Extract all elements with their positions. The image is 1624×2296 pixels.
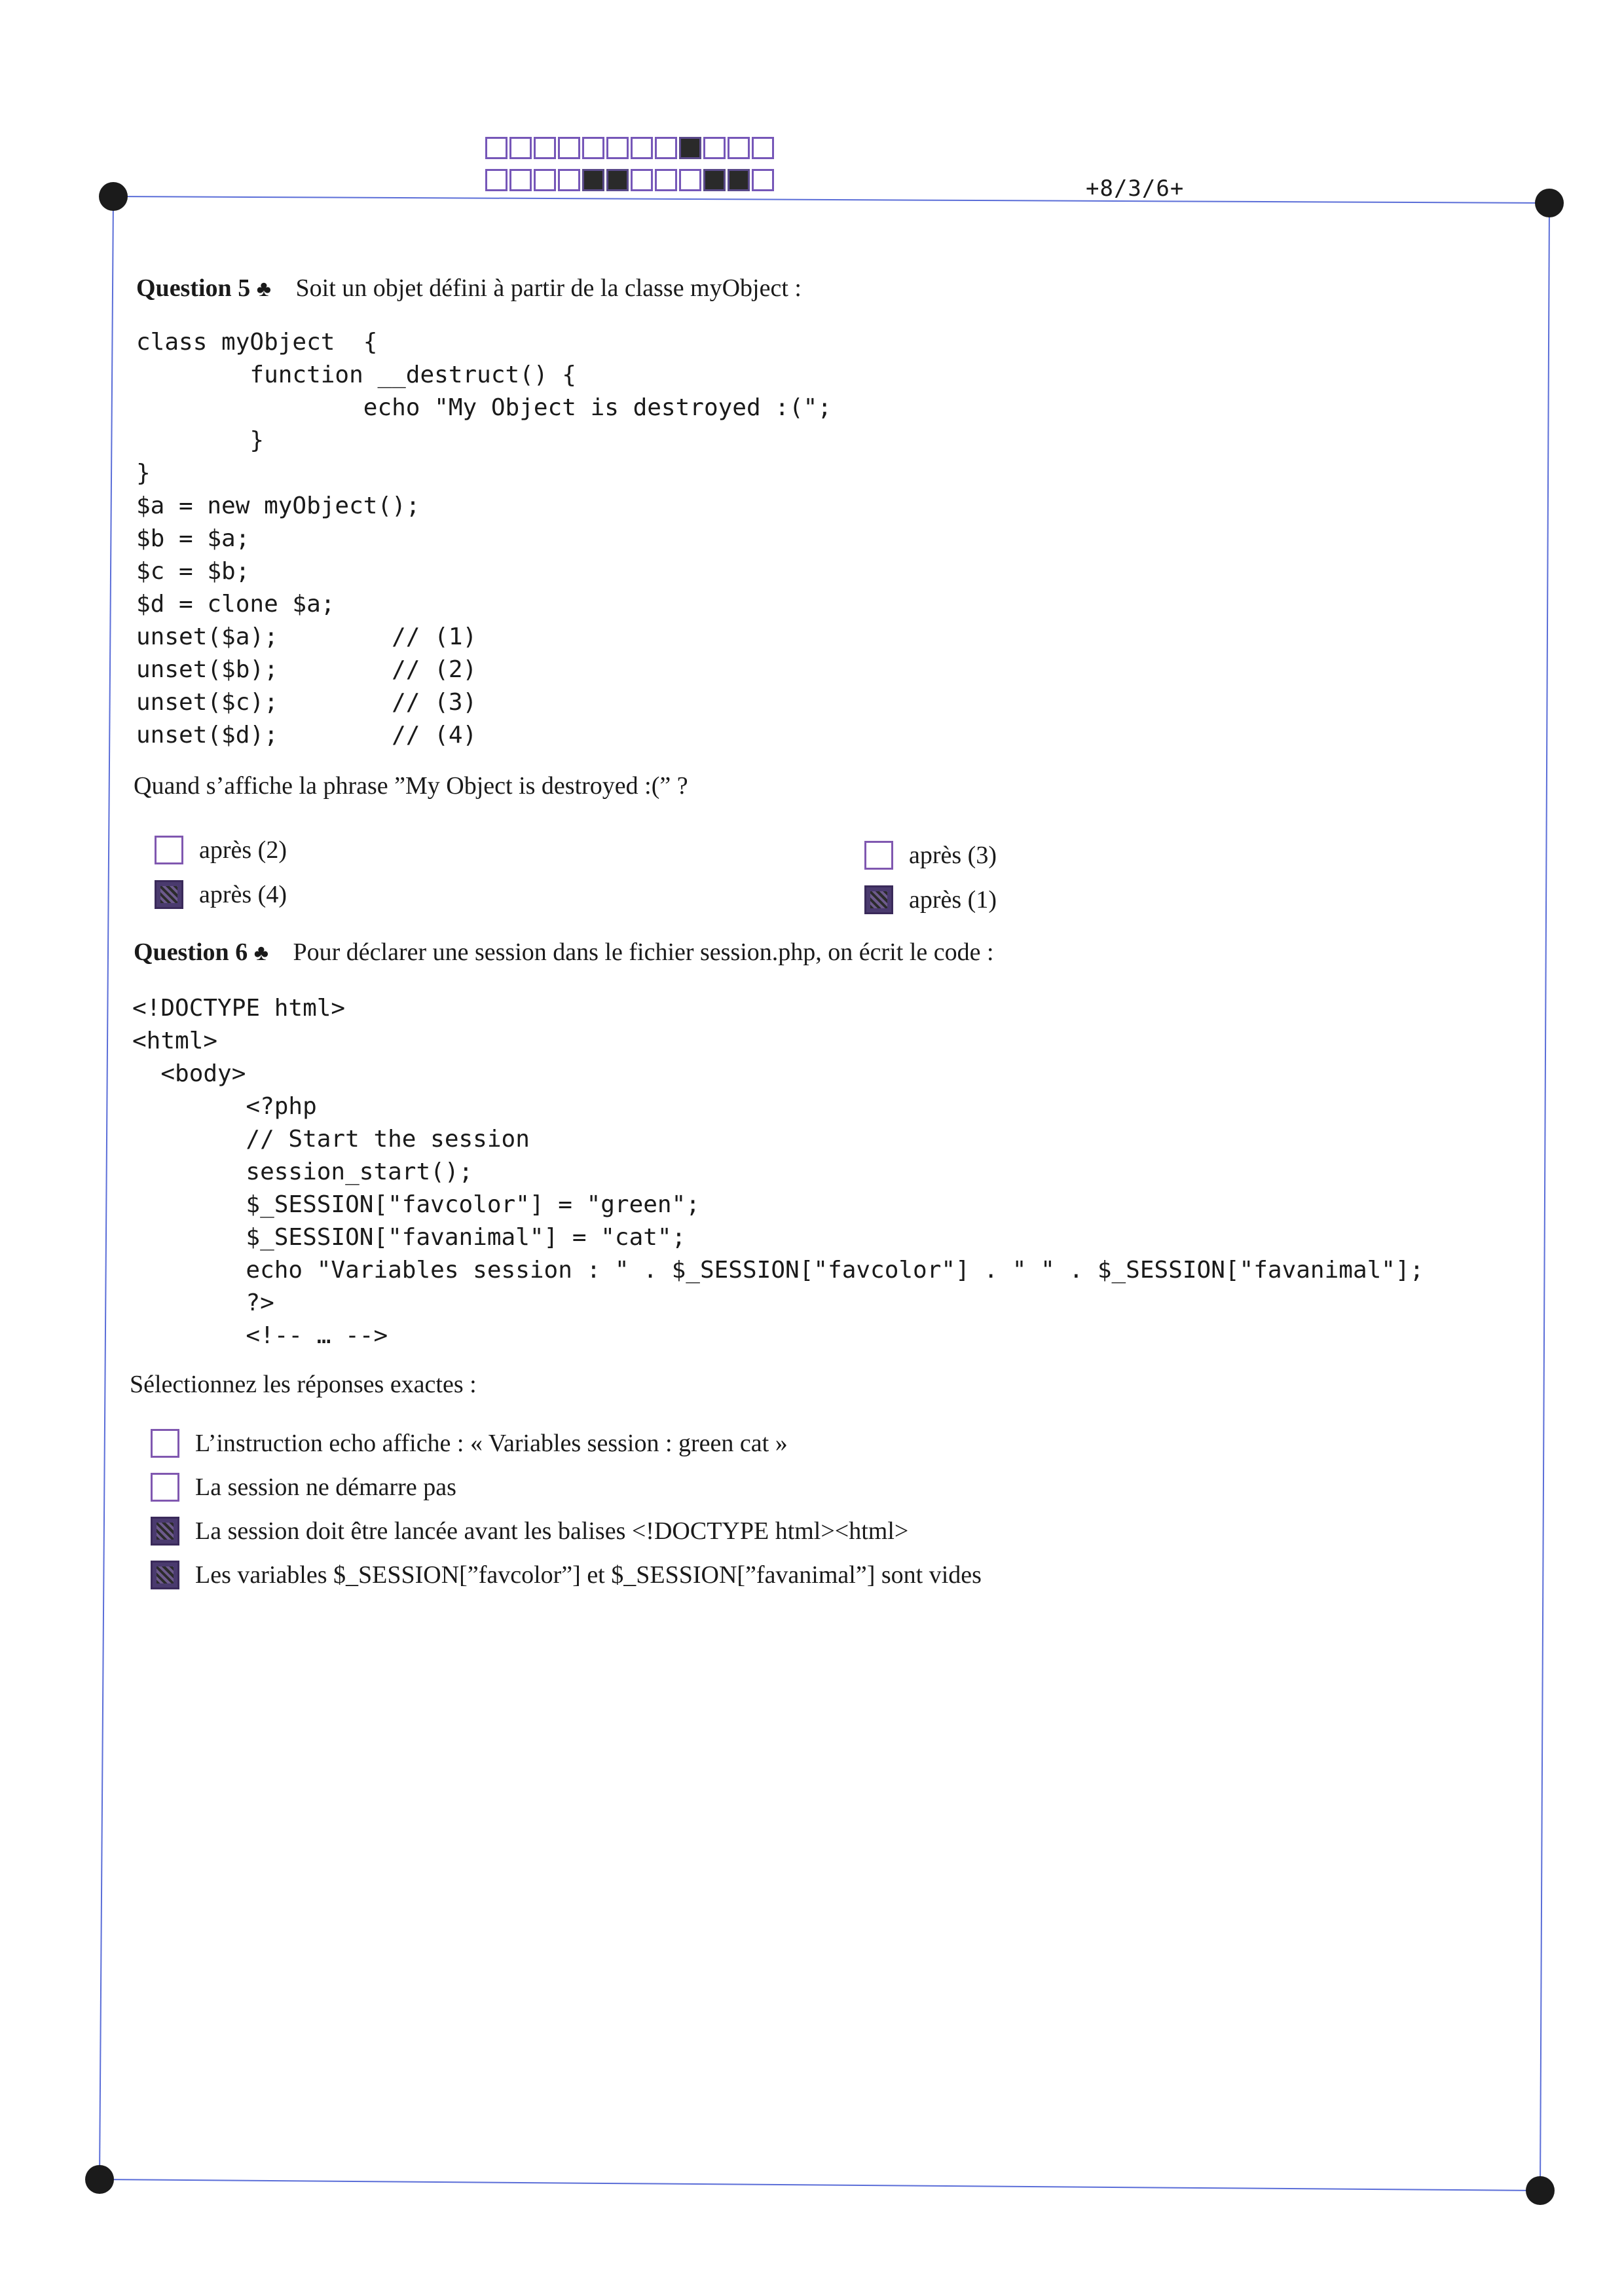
checkbox[interactable] bbox=[864, 841, 893, 870]
checkbox[interactable] bbox=[151, 1429, 179, 1458]
checkbox[interactable] bbox=[151, 1517, 179, 1546]
q6-option-2[interactable] bbox=[151, 1473, 456, 1502]
club-icon: ♣ bbox=[256, 277, 272, 301]
grid-cell bbox=[752, 137, 774, 159]
checkbox[interactable] bbox=[151, 1473, 179, 1502]
grid-cell bbox=[728, 169, 750, 191]
q5-option-4[interactable] bbox=[864, 885, 997, 914]
q6-header bbox=[134, 938, 994, 967]
option-label: L’instruction echo affiche : « Variables session : green cat » bbox=[195, 1430, 788, 1457]
grid-cell bbox=[509, 169, 532, 191]
option-label: Les variables $_SESSION[”favcolor”] et $_SESSION[”favanimal”] sont vides bbox=[195, 1561, 982, 1589]
option-label: La session ne démarre pas bbox=[195, 1473, 456, 1501]
grid-cell bbox=[752, 169, 774, 191]
grid-cell bbox=[558, 169, 580, 191]
q6-code: <!DOCTYPE html> <html> <body> <?php // Start the session session_start(); $_SESSION["favcolor"] = "green"; $_SESSION["favanimal"] = "cat"; echo "Variables session : " . $_SESSION["favcolor"] . " " . $_SESSION["favanimal"]; ?> <!-- … --> bbox=[132, 995, 1424, 1349]
option-label: après (2) bbox=[199, 836, 287, 864]
grid-cell bbox=[485, 169, 507, 191]
checkbox[interactable] bbox=[155, 836, 183, 864]
grid-cell bbox=[606, 169, 629, 191]
checkbox[interactable] bbox=[155, 880, 183, 909]
q6-option-4[interactable] bbox=[151, 1561, 982, 1589]
q5-option-2[interactable] bbox=[155, 880, 287, 909]
grid-cell bbox=[728, 137, 750, 159]
grid-cell bbox=[655, 169, 677, 191]
id-grid-bottom bbox=[485, 169, 776, 191]
grid-cell bbox=[679, 137, 701, 159]
corner-mark-bottom-left bbox=[85, 2165, 114, 2194]
q5-option-1[interactable] bbox=[155, 836, 287, 864]
option-label: La session doit être lancée avant les balises <!DOCTYPE html><html> bbox=[195, 1517, 909, 1545]
grid-cell bbox=[631, 169, 653, 191]
q6-question: Sélectionnez les réponses exactes : bbox=[130, 1371, 477, 1398]
grid-cell bbox=[558, 137, 580, 159]
grid-cell bbox=[582, 137, 604, 159]
grid-cell bbox=[509, 137, 532, 159]
q6-prompt: Pour déclarer une session dans le fichier session.php, on écrit le code : bbox=[293, 938, 994, 966]
q5-question: Quand s’affiche la phrase ”My Object is destroyed :(” ? bbox=[134, 772, 688, 800]
grid-cell bbox=[631, 137, 653, 159]
q6-label: Question 6 bbox=[134, 938, 248, 966]
checkbox[interactable] bbox=[151, 1561, 179, 1589]
q5-label: Question 5 bbox=[136, 274, 251, 302]
grid-cell bbox=[655, 137, 677, 159]
grid-cell bbox=[679, 169, 701, 191]
q6-option-1[interactable] bbox=[151, 1429, 788, 1458]
option-label: après (4) bbox=[199, 881, 287, 908]
grid-cell bbox=[703, 137, 726, 159]
q5-code: class myObject { function __destruct() { echo "My Object is destroyed :("; } } $a = new myObject(); $b = $a; $c = $b; $d = clone $a; unset($a); // (1) unset($b); // (2) unset($c); // (3) unset($d); // (4) bbox=[136, 329, 832, 749]
grid-cell bbox=[485, 137, 507, 159]
grid-cell bbox=[606, 137, 629, 159]
option-label: après (1) bbox=[909, 886, 997, 914]
q6-option-3[interactable] bbox=[151, 1517, 908, 1546]
grid-cell bbox=[703, 169, 726, 191]
id-grid-top bbox=[485, 137, 776, 159]
corner-mark-top-right bbox=[1535, 189, 1564, 217]
checkbox[interactable] bbox=[864, 885, 893, 914]
page-code: +8/3/6+ bbox=[1086, 176, 1185, 202]
corner-mark-top-left bbox=[99, 182, 128, 211]
option-label: après (3) bbox=[909, 842, 997, 869]
club-icon: ♣ bbox=[253, 941, 269, 965]
grid-cell bbox=[534, 169, 556, 191]
q5-prompt: Soit un objet défini à partir de la classe myObject : bbox=[295, 274, 802, 302]
grid-cell bbox=[582, 169, 604, 191]
grid-cell bbox=[534, 137, 556, 159]
q5-header bbox=[136, 274, 802, 303]
corner-mark-bottom-right bbox=[1526, 2176, 1555, 2205]
q5-option-3[interactable] bbox=[864, 841, 997, 870]
